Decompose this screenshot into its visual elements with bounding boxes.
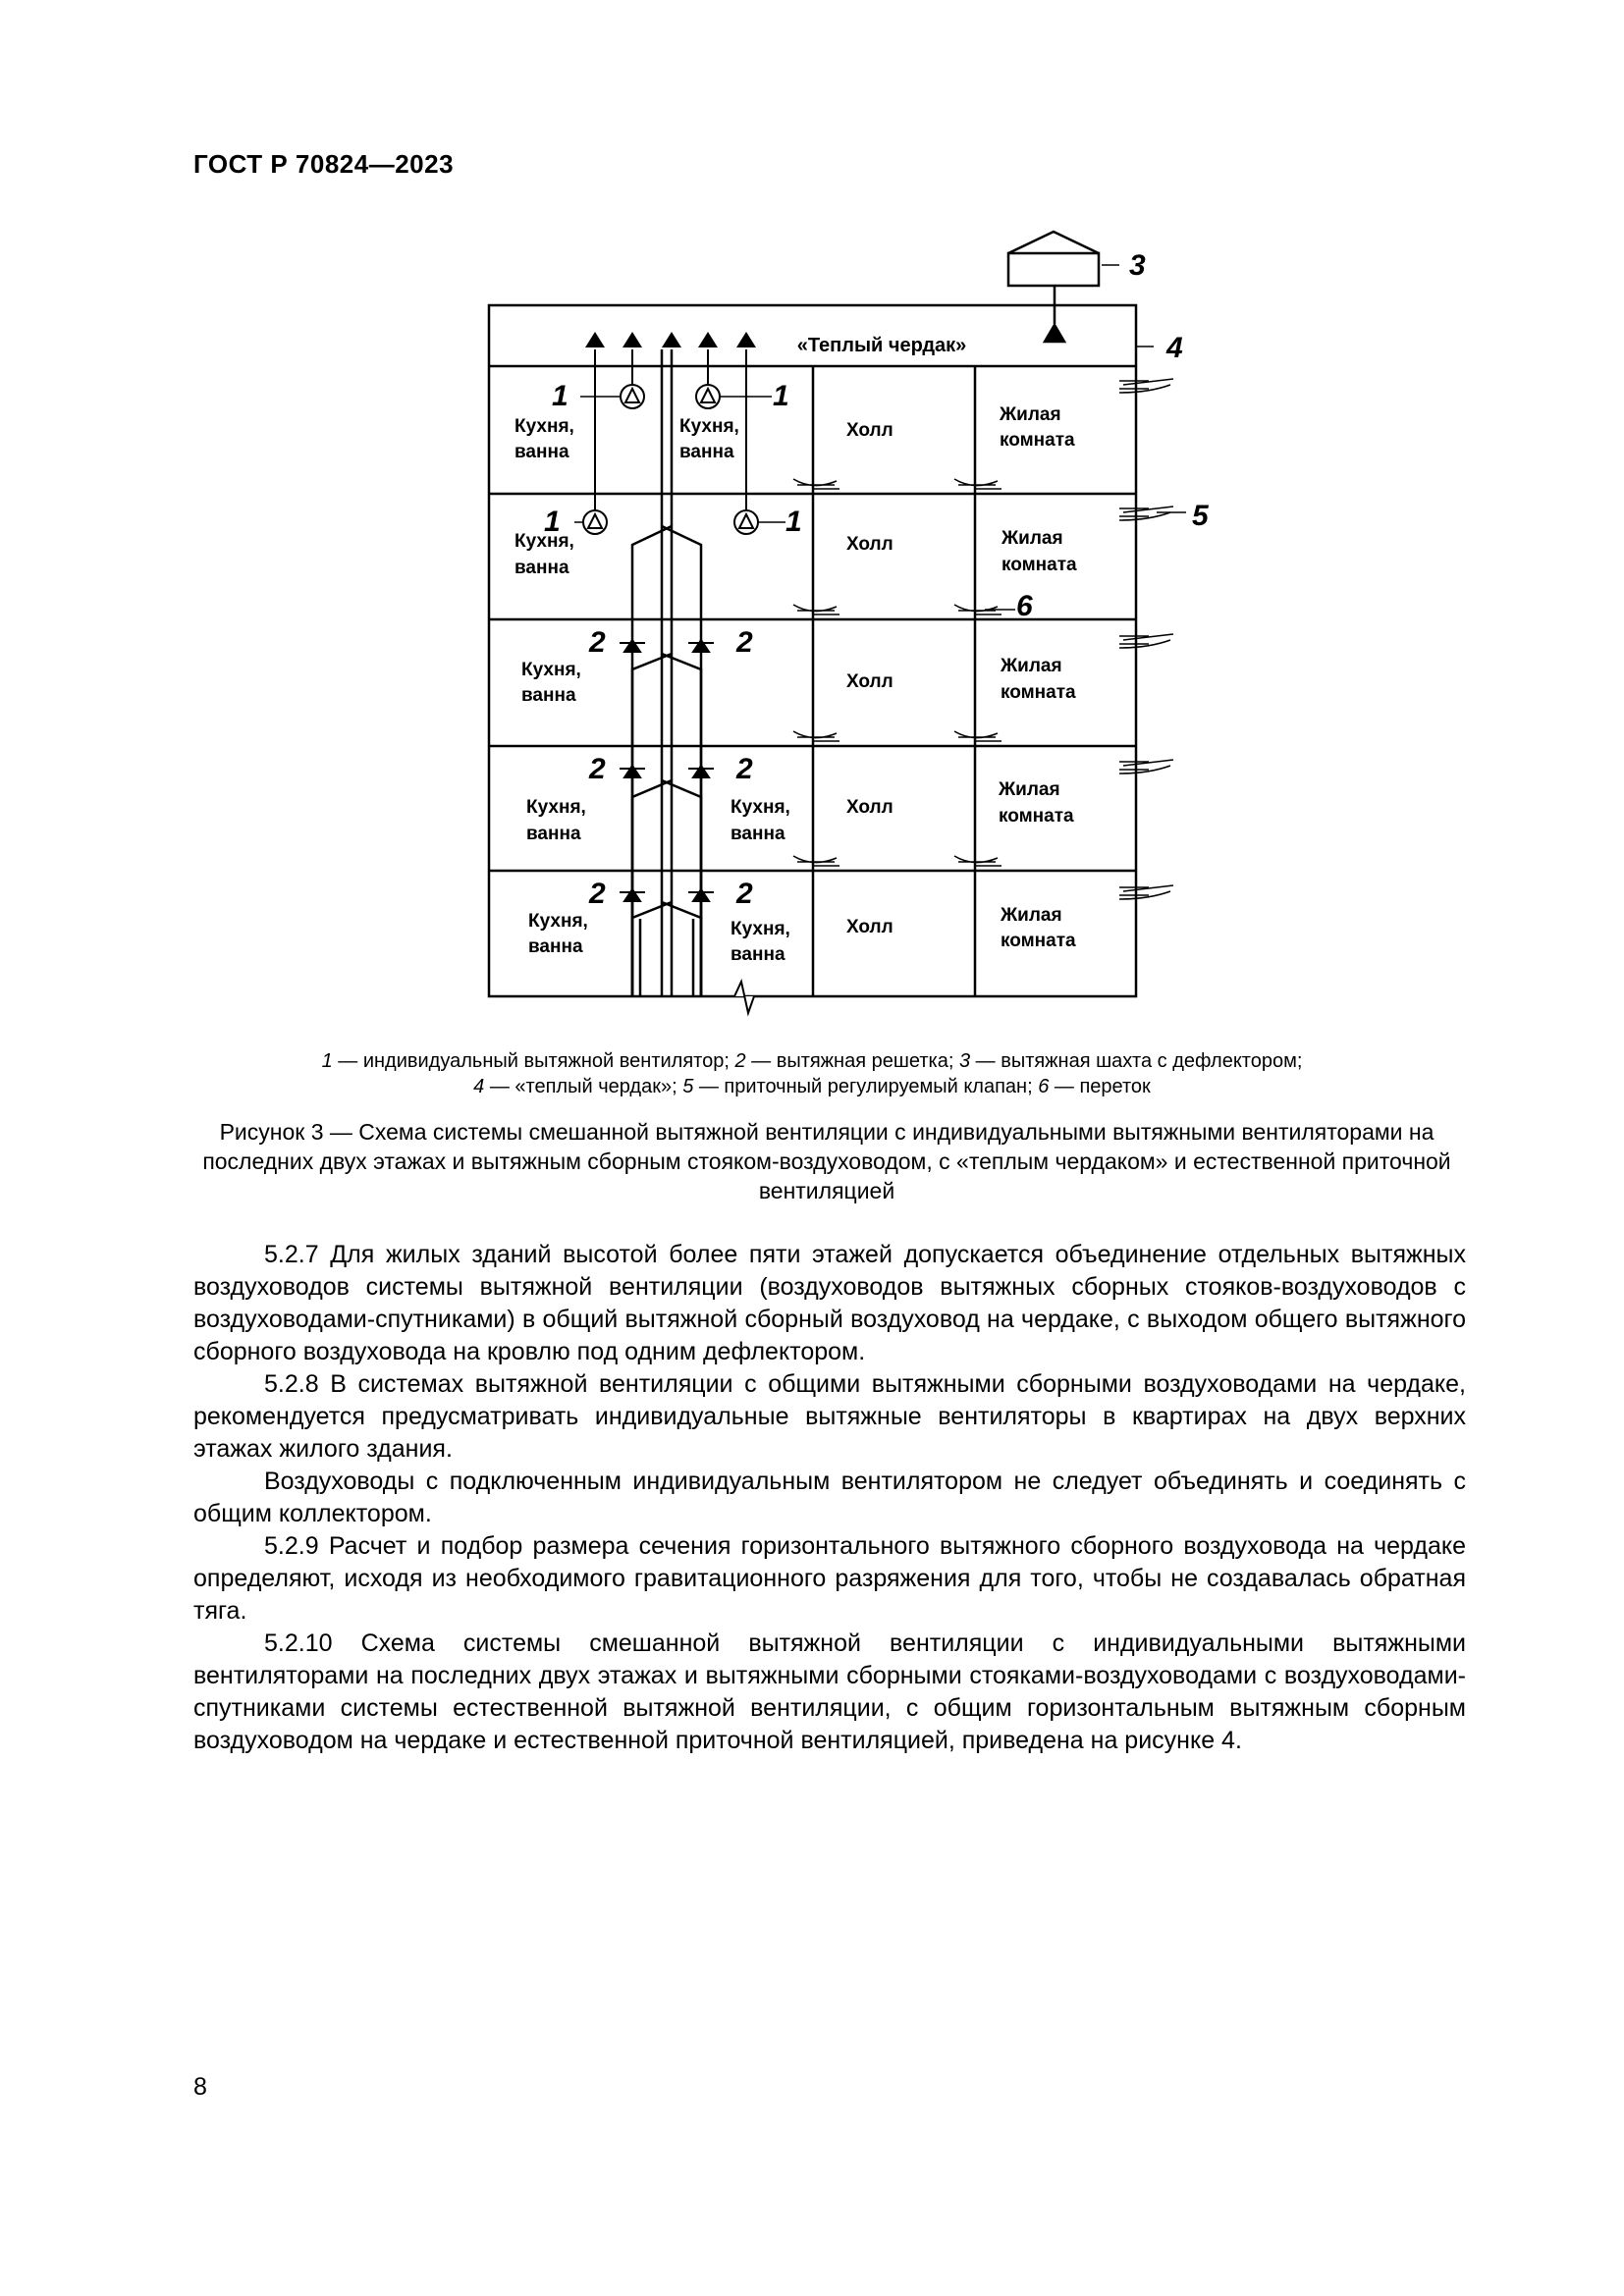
room-kitchen-label: ванна [731, 944, 785, 965]
paragraph-5-2-9: 5.2.9 Расчет и подбор размера сечения горизонтального вытяжного сборного воздуховода на чердаке определяют, исходя из необходимого гравитационного разряжения для того, чтобы не создавалась обратная тяга. [193, 1532, 1466, 1625]
overflow-marks [793, 479, 1015, 866]
room-living-label: комната [999, 806, 1074, 827]
legend-number: 6 [1038, 1076, 1050, 1097]
room-living-label: комната [1000, 430, 1075, 451]
room-hall-label: Холл [846, 797, 893, 818]
page-number: 8 [193, 2073, 207, 2101]
exhaust-shaft-deflector [1008, 232, 1119, 342]
room-living-label: Жилая [999, 779, 1060, 800]
room-hall-label: Холл [846, 671, 893, 692]
room-kitchen-label: ванна [526, 824, 581, 844]
room-kitchen-label: ванна [679, 442, 734, 462]
ventilation-diagram [0, 0, 1624, 1060]
room-kitchen-label: ванна [514, 558, 569, 578]
legend-number: 2 [734, 1050, 746, 1072]
callout-2: 2 [589, 878, 606, 910]
room-living-label: Жилая [1001, 656, 1062, 676]
room-living-label: Жилая [1000, 404, 1061, 425]
callout-1: 1 [773, 380, 789, 412]
callout-2: 2 [736, 753, 753, 785]
body-text [193, 1239, 1466, 1757]
room-kitchen-label: Кухня, [514, 416, 574, 437]
room-kitchen-label: Кухня, [526, 797, 586, 818]
room-hall-label: Холл [846, 420, 893, 441]
legend-text: — вытяжная шахта с дефлектором; [970, 1050, 1303, 1072]
exhaust-grille-symbols [620, 640, 714, 901]
callout-1: 1 [544, 506, 561, 538]
callout-1: 1 [552, 380, 568, 412]
legend-text: — «теплый чердак»; [484, 1076, 683, 1097]
callout-1: 1 [785, 506, 802, 538]
room-kitchen-label: ванна [731, 824, 785, 844]
callout-2: 2 [736, 626, 753, 659]
room-kitchen-label: Кухня, [521, 660, 581, 680]
document-header: ГОСТ Р 70824—2023 [193, 149, 455, 179]
room-kitchen-label: Кухня, [731, 797, 790, 818]
callout-2: 2 [589, 626, 606, 659]
room-kitchen-label: Кухня, [514, 531, 574, 552]
room-living-label: комната [1001, 555, 1077, 575]
paragraph-5-2-10: 5.2.10 Схема системы смешанной вытяжной вентиляции с индивидуальными вытяжными вентиляторами на последних двух этажах и вытяжными сборными стояками-воздуховодами с воздуховодами-спутниками системы естественной вытяжной вентиляции, с общим горизонтальным вытяжным сборным воздуховодом на чердаке и естественной приточной вентиляцией, приведена на рисунке 4. [193, 1629, 1466, 1754]
legend-number: 1 [321, 1050, 333, 1072]
paragraph-ducts: Воздуховоды с подключенным индивидуальным вентилятором не следует объединять и соединять с общим коллектором. [193, 1468, 1466, 1527]
callout-2: 2 [736, 878, 753, 910]
callout-5: 5 [1192, 500, 1209, 532]
legend-text: — вытяжная решетка; [745, 1050, 959, 1072]
room-living-label: комната [1001, 931, 1076, 951]
room-living-label: Жилая [1001, 905, 1062, 926]
legend-number: 5 [682, 1076, 694, 1097]
legend-text: — приточный регулируемый клапан; [693, 1076, 1039, 1097]
room-living-label: Жилая [1001, 528, 1063, 549]
ventilation-schematic [0, 0, 1624, 1060]
attic-exhaust-arrows [585, 332, 756, 347]
callout-2: 2 [589, 753, 606, 785]
callout-3: 3 [1129, 249, 1146, 282]
supply-valve-symbols [1119, 379, 1186, 899]
legend-text: — индивидуальный вытяжной вентилятор; [332, 1050, 735, 1072]
attic-label: «Теплый чердак» [796, 335, 967, 356]
room-kitchen-label: ванна [528, 936, 583, 957]
callout-4: 4 [1166, 332, 1183, 364]
legend-text: — переток [1049, 1076, 1151, 1097]
room-hall-label: Холл [846, 917, 893, 937]
paragraph-5-2-7: 5.2.7 Для жилых зданий высотой более пяти этажей допускается объединение отдельных вытяжных воздуховодов системы вытяжной вентиляции (воздуховодов вытяжных сборных стояков-воздуховодов с воздуховодами-спутниками) в общий вытяжной сборный воздуховод на чердаке, с выходом общего вытяжного сборного воздуховода на кровлю под одним дефлектором. [193, 1241, 1466, 1365]
legend-number: 4 [473, 1076, 485, 1097]
legend-number: 3 [958, 1050, 971, 1072]
room-kitchen-label: ванна [521, 685, 576, 706]
room-kitchen-label: Кухня, [679, 416, 739, 437]
room-kitchen-label: Кухня, [731, 919, 790, 939]
room-kitchen-label: Кухня, [528, 911, 588, 932]
callout-6: 6 [1016, 590, 1033, 622]
figure-caption: Рисунок 3 — Схема системы смешанной вытяжной вентиляции с индивидуальными вытяжными вентиляторами на последних двух этажах и вытяжным сборным стояком-воздуховодом, с «теплым чердаком» и естественной приточной вентиляцией [202, 1119, 1451, 1203]
room-kitchen-label: ванна [514, 442, 569, 462]
figure-legend [236, 1048, 1388, 1099]
room-living-label: комната [1001, 682, 1076, 703]
paragraph-5-2-8: 5.2.8 В системах вытяжной вентиляции с общими вытяжными сборными воздуховодами на чердаке, рекомендуется предусматривать индивидуальные вытяжные вентиляторы в квартирах на двух верхних этажах жилого здания. [193, 1370, 1466, 1463]
room-hall-label: Холл [846, 534, 893, 555]
